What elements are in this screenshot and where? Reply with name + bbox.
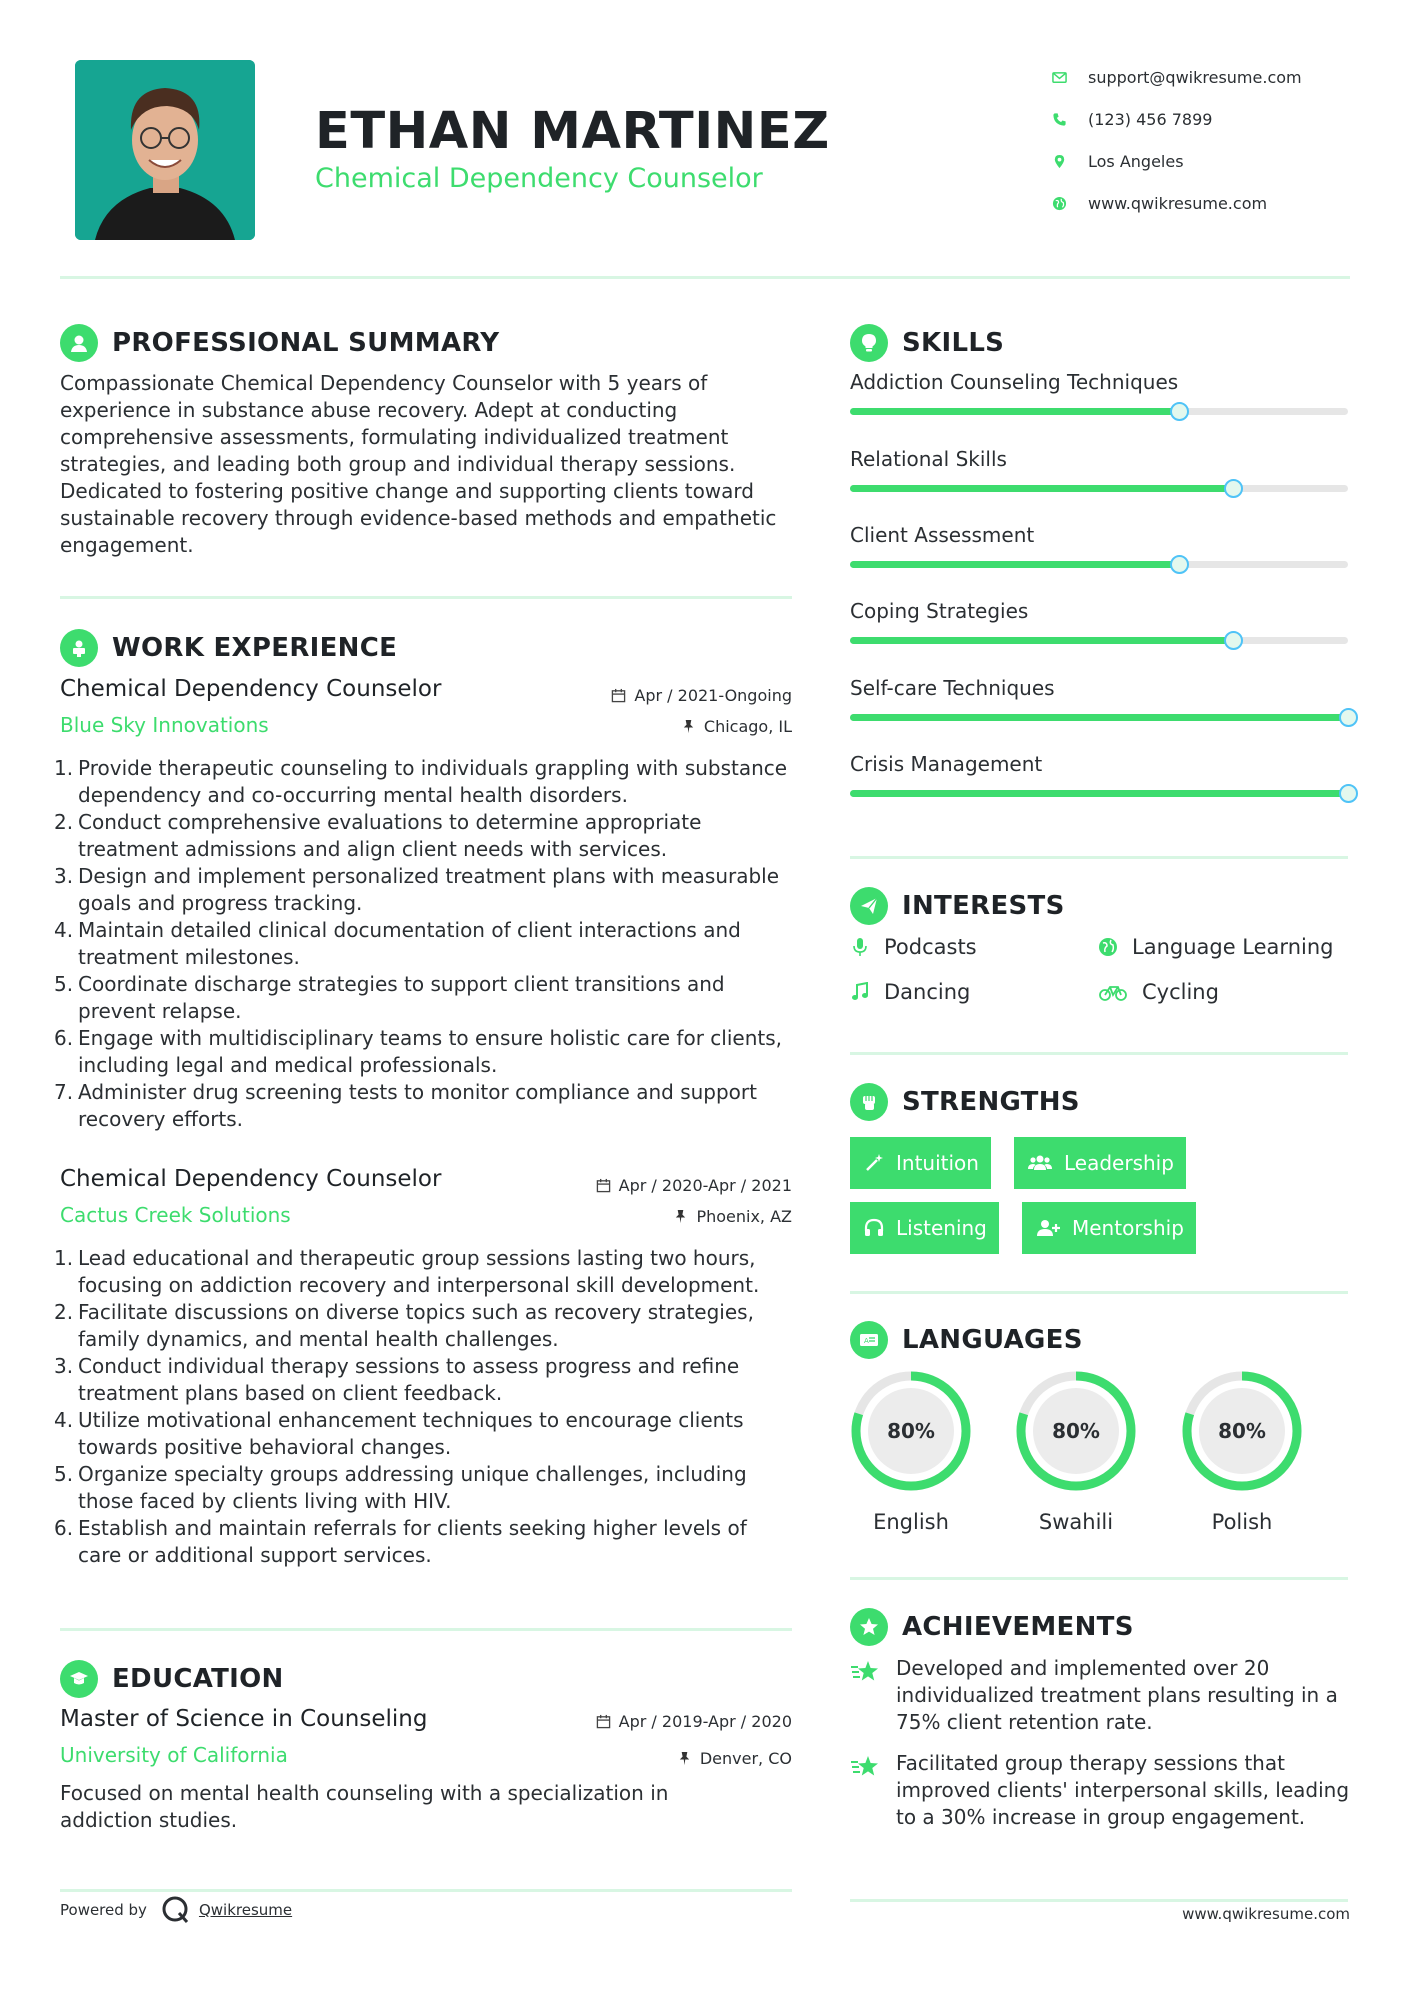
strength-label: Listening	[896, 1216, 987, 1240]
duty-text: Maintain detailed clinical documentation of client interactions and treatment milestones.	[78, 918, 741, 969]
duty-text: Facilitate discussions on diverse topics such as recovery strategies, family dynamics, and mental health challenges.	[78, 1300, 754, 1351]
job-title: Chemical Dependency Counselor	[60, 1166, 442, 1192]
education-text: Focused on mental health counseling with a specialization in addiction studies.	[60, 1781, 669, 1832]
strength-chip	[1014, 1137, 1186, 1189]
interest-label: Dancing	[884, 980, 971, 1004]
star-badge-icon	[850, 1608, 888, 1646]
lightbulb-icon	[850, 324, 888, 362]
duty-text: Lead educational and therapeutic group sessions lasting two hours, focusing on addiction recovery and interpersonal skill development.	[78, 1246, 760, 1297]
languages-title: LANGUAGES	[902, 1325, 1083, 1355]
job-dates	[611, 686, 792, 705]
skill-item	[850, 676, 1350, 700]
duty-text: Coordinate discharge strategies to support client transitions and prevent relapse.	[78, 972, 725, 1023]
job-location	[681, 717, 792, 736]
language-percent: 80%	[1218, 1419, 1266, 1443]
interests-divider	[850, 1052, 1348, 1055]
list-item: 2. Facilitate discussions on diverse topics such as recovery strategies, family dynamics, and mental health challenges.	[60, 1299, 795, 1353]
experience-heading	[60, 629, 397, 667]
duty-text: Conduct comprehensive evaluations to determine appropriate treatment admissions and align client needs with services.	[78, 810, 702, 861]
skill-bar	[850, 714, 1348, 721]
summary-divider	[60, 596, 792, 599]
interests-title: INTERESTS	[902, 891, 1065, 921]
users-icon	[1028, 1153, 1052, 1173]
skills-title: SKILLS	[902, 328, 1005, 358]
duty-text: Engage with multidisciplinary teams to ensure holistic care for clients, including legal and medical professionals.	[78, 1026, 782, 1077]
language-item	[1181, 1370, 1303, 1534]
achievements-divider	[850, 1899, 1348, 1902]
education-dates-text: Apr / 2019-Apr / 2020	[618, 1712, 792, 1731]
summary-text: Compassionate Chemical Dependency Counselor with 5 years of experience in substance abuse recovery. Adept at conducting comprehensive assessments, formulating individualized treatment strategies, and leading both group and individual therapy sessions. Dedicated to fostering positive change and supporting clients toward sustainable recovery through evidence-based methods and empathetic engagement.	[60, 371, 777, 557]
languages-heading	[850, 1321, 1083, 1359]
strength-chip	[1022, 1202, 1196, 1254]
graduation-icon	[60, 1660, 98, 1698]
language-percent: 80%	[887, 1419, 935, 1443]
profile-photo	[75, 60, 255, 240]
contact-location-text: Los Angeles	[1088, 151, 1184, 171]
contact-email-text: support@qwikresume.com	[1088, 67, 1302, 87]
award-star-icon	[850, 1659, 882, 1687]
skill-knob	[1224, 631, 1243, 650]
duty-text: Provide therapeutic counseling to individuals grappling with substance dependency and co-occurring mental health disorders.	[78, 756, 788, 807]
globe-icon	[1098, 937, 1118, 957]
interest-item	[1098, 980, 1219, 1004]
skill-name: Client Assessment	[850, 523, 1035, 547]
skill-knob	[1339, 708, 1358, 727]
language-name: English	[873, 1510, 949, 1534]
skill-bar	[850, 408, 1348, 415]
duty-text: Conduct individual therapy sessions to assess progress and refine treatment plans based on client feedback.	[78, 1354, 740, 1405]
skill-fill	[850, 408, 1179, 415]
achievement-item	[850, 1750, 1360, 1831]
job-duties	[54, 755, 795, 1133]
language-ring	[850, 1370, 972, 1492]
interest-label: Podcasts	[884, 935, 977, 959]
education-title: EDUCATION	[112, 1664, 284, 1694]
skill-knob	[1339, 784, 1358, 803]
education-dates	[596, 1712, 792, 1731]
strengths-heading	[850, 1083, 1080, 1121]
skill-knob	[1170, 402, 1189, 421]
list-item: 6. Engage with multidisciplinary teams to ensure holistic care for clients, including legal and medical professionals.	[60, 1025, 795, 1079]
languages-divider	[850, 1577, 1348, 1580]
candidate-name: ETHAN MARTINEZ	[315, 102, 830, 161]
job-location	[673, 1207, 792, 1226]
fist-icon	[850, 1083, 888, 1121]
summary-heading	[60, 324, 499, 362]
user-plus-icon	[1036, 1218, 1060, 1238]
achievements-heading	[850, 1608, 1134, 1646]
pin-icon	[681, 719, 696, 734]
job-company: Cactus Creek Solutions	[60, 1203, 291, 1227]
headphones-icon	[864, 1218, 884, 1238]
skills-heading	[850, 324, 1004, 362]
strength-label: Intuition	[896, 1151, 979, 1175]
language-name: Polish	[1211, 1510, 1273, 1534]
language-item	[850, 1370, 972, 1534]
education-heading	[60, 1660, 284, 1698]
list-item: 1. Lead educational and therapeutic group sessions lasting two hours, focusing on addiction recovery and interpersonal skill development.	[60, 1245, 795, 1299]
powered-by-label: Powered by	[60, 1901, 147, 1919]
header-divider	[60, 276, 1350, 279]
skill-bar	[850, 637, 1348, 644]
user-icon	[60, 324, 98, 362]
interests-heading	[850, 887, 1065, 925]
skill-fill	[850, 561, 1179, 568]
skill-fill	[850, 485, 1233, 492]
music-note-icon	[850, 982, 870, 1002]
list-item: 2. Conduct comprehensive evaluations to determine appropriate treatment admissions and align client needs with services.	[60, 809, 795, 863]
skill-item	[850, 752, 1350, 776]
contact-location	[1050, 140, 1350, 182]
job-company: Blue Sky Innovations	[60, 713, 269, 737]
language-ring	[1015, 1370, 1137, 1492]
duty-text: Design and implement personalized treatment plans with measurable goals and progress tracking.	[78, 864, 780, 915]
skills-divider	[850, 856, 1348, 859]
pin-icon	[677, 1751, 692, 1766]
school-name: University of California	[60, 1743, 288, 1767]
skill-fill	[850, 637, 1233, 644]
job-dates-text: Apr / 2021-Ongoing	[634, 686, 792, 705]
list-item: 3. Conduct individual therapy sessions to assess progress and refine treatment plans based on client feedback.	[60, 1353, 795, 1407]
portrait-image	[75, 60, 255, 240]
email-icon	[1050, 70, 1088, 85]
language-ring	[1181, 1370, 1303, 1492]
achievement-text: Developed and implemented over 20 individualized treatment plans resulting in a 75% client retention rate.	[896, 1656, 1338, 1734]
contact-website[interactable]	[1050, 182, 1350, 224]
duty-text: Administer drug screening tests to monitor compliance and support recovery efforts.	[78, 1080, 757, 1131]
interest-item	[850, 980, 970, 1004]
job-location-text: Phoenix, AZ	[696, 1207, 792, 1226]
skill-bar	[850, 561, 1348, 568]
qwikresume-logo-icon	[161, 1895, 191, 1925]
strength-label: Leadership	[1064, 1151, 1174, 1175]
job-title: Chemical Dependency Counselor	[60, 676, 442, 702]
list-item: 5. Coordinate discharge strategies to support client transitions and prevent relapse.	[60, 971, 795, 1025]
interest-item	[850, 935, 977, 959]
list-item: 1. Provide therapeutic counseling to individuals grappling with substance dependency and co-occurring mental health disorders.	[60, 755, 795, 809]
strength-label: Mentorship	[1072, 1216, 1184, 1240]
job-entry	[54, 676, 792, 1136]
experience-divider	[60, 1628, 792, 1631]
list-item: 5. Organize specialty groups addressing unique challenges, including those faced by clients living with HIV.	[60, 1461, 795, 1515]
interest-item	[1098, 935, 1333, 959]
education-divider	[60, 1889, 792, 1892]
achievement-text: Facilitated group therapy sessions that improved clients' interpersonal skills, leading to a 30% increase in group engagement.	[896, 1751, 1350, 1829]
microphone-icon	[850, 937, 870, 957]
skill-name: Self-care Techniques	[850, 676, 1055, 700]
footer-powered-by	[60, 1895, 292, 1925]
calendar-icon	[611, 688, 626, 703]
job-location-text: Chicago, IL	[703, 717, 792, 736]
duty-text: Organize specialty groups addressing unique challenges, including those faced by clients living with HIV.	[78, 1462, 747, 1513]
contact-website-text: www.qwikresume.com	[1088, 193, 1268, 213]
duty-text: Establish and maintain referrals for clients seeking higher levels of care or additional support services.	[78, 1516, 747, 1567]
skill-bar	[850, 485, 1348, 492]
strength-chip	[850, 1202, 999, 1254]
svg-text:A: A	[864, 1337, 869, 1345]
location-icon	[1050, 154, 1088, 169]
skill-name: Coping Strategies	[850, 599, 1029, 623]
skill-name: Addiction Counseling Techniques	[850, 370, 1179, 394]
list-item: 3. Design and implement personalized treatment plans with measurable goals and progress tracking.	[60, 863, 795, 917]
skill-knob	[1224, 479, 1243, 498]
list-item: 6. Establish and maintain referrals for clients seeking higher levels of care or additional support services.	[60, 1515, 795, 1569]
calendar-icon	[596, 1178, 611, 1193]
contact-email[interactable]	[1050, 56, 1350, 98]
job-dates	[596, 1176, 792, 1195]
skill-item	[850, 370, 1350, 394]
job-duties	[54, 1245, 795, 1569]
duty-text: Utilize motivational enhancement techniques to encourage clients towards positive behavioral changes.	[78, 1408, 744, 1459]
skill-name: Crisis Management	[850, 752, 1043, 776]
achievements-title: ACHIEVEMENTS	[902, 1612, 1134, 1642]
language-item	[1015, 1370, 1137, 1534]
qwikresume-link[interactable]: Qwikresume	[198, 1901, 293, 1919]
skill-item	[850, 447, 1350, 471]
list-item: 4. Maintain detailed clinical documentation of client interactions and treatment milestones.	[60, 917, 795, 971]
language-name: Swahili	[1038, 1510, 1114, 1534]
skill-name: Relational Skills	[850, 447, 1007, 471]
bicycle-icon	[1098, 982, 1128, 1002]
list-item: 7. Administer drug screening tests to monitor compliance and support recovery efforts.	[60, 1079, 795, 1133]
education-location-text: Denver, CO	[699, 1749, 792, 1768]
education-entry	[60, 1706, 792, 1846]
skill-item	[850, 523, 1350, 547]
interest-label: Cycling	[1142, 980, 1219, 1004]
contact-phone[interactable]	[1050, 98, 1350, 140]
skill-knob	[1170, 555, 1189, 574]
job-dates-text: Apr / 2020-Apr / 2021	[618, 1176, 792, 1195]
footer-website[interactable]: www.qwikresume.com	[1182, 1905, 1350, 1923]
pin-icon	[673, 1209, 688, 1224]
list-item: 4. Utilize motivational enhancement techniques to encourage clients towards positive behavioral changes.	[60, 1407, 795, 1461]
skill-item	[850, 599, 1350, 623]
contact-phone-text: (123) 456 7899	[1088, 109, 1213, 129]
paper-plane-icon	[850, 887, 888, 925]
experience-title: WORK EXPERIENCE	[112, 633, 398, 663]
education-location	[677, 1749, 792, 1768]
globe-icon	[1050, 196, 1088, 211]
contact-list	[1050, 56, 1350, 224]
interest-label: Language Learning	[1132, 935, 1334, 959]
job-entry	[54, 1166, 792, 1586]
calendar-icon	[596, 1714, 611, 1729]
strengths-divider	[850, 1291, 1348, 1294]
language-card-icon	[850, 1321, 888, 1359]
briefcase-icon	[60, 629, 98, 667]
skill-fill	[850, 790, 1348, 797]
summary-title: PROFESSIONAL SUMMARY	[112, 328, 500, 358]
magic-wand-icon	[864, 1153, 884, 1173]
language-percent: 80%	[1052, 1419, 1100, 1443]
phone-icon	[1050, 112, 1088, 127]
strengths-title: STRENGTHS	[902, 1087, 1080, 1117]
award-star-icon	[850, 1754, 882, 1782]
strength-chip	[850, 1137, 991, 1189]
candidate-role: Chemical Dependency Counselor	[315, 163, 763, 194]
degree-title: Master of Science in Counseling	[60, 1706, 428, 1732]
skill-bar	[850, 790, 1348, 797]
skill-fill	[850, 714, 1348, 721]
achievement-item	[850, 1655, 1360, 1736]
